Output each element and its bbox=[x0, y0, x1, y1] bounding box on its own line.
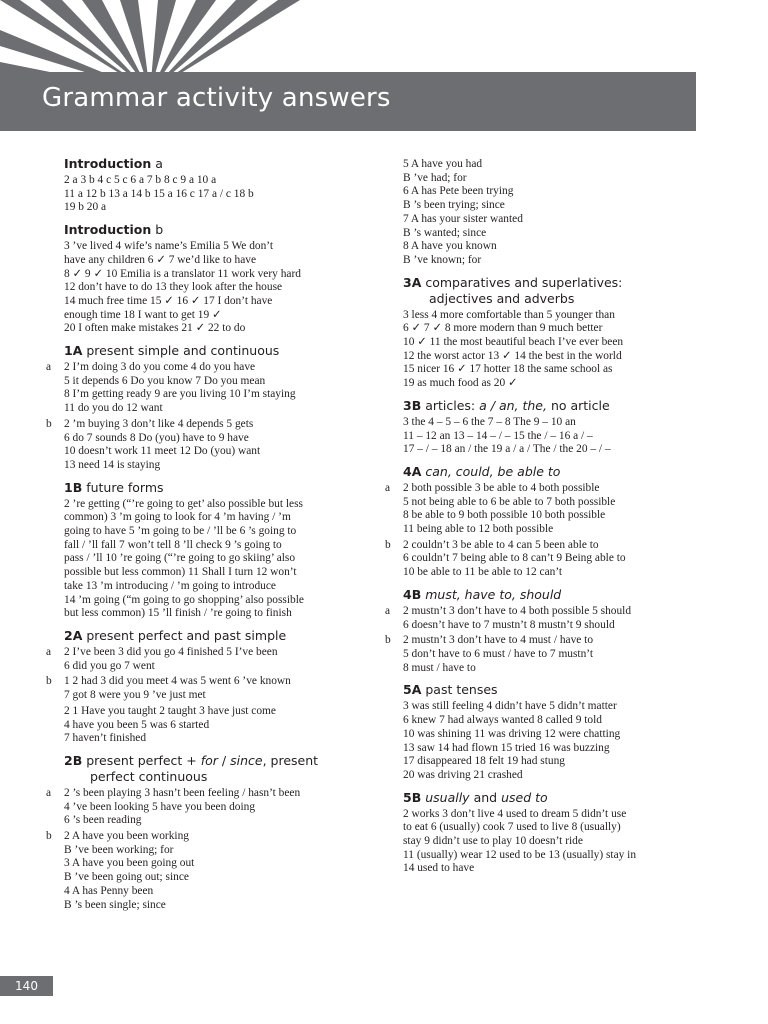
heading-text: 1B bbox=[64, 479, 83, 495]
heading-text: a / an, the, bbox=[479, 397, 547, 413]
answer-part bbox=[385, 634, 703, 675]
answer-part bbox=[46, 417, 364, 473]
answer-section bbox=[385, 586, 703, 676]
page-number: 140 bbox=[15, 979, 38, 993]
answer-text: 2 A have you been working B ’ve been working; for 3 A have you been going out B ’ve been going out; since 4 A has Penny been B ’s been single; since bbox=[64, 830, 195, 911]
heading-text: b bbox=[151, 222, 164, 238]
section-heading bbox=[403, 398, 703, 414]
heading-continuation: perfect continuous bbox=[90, 768, 208, 784]
answer-text: 2 ’re getting (“’re going to get’ also possible but less common) 3 ’m going to look for 4 ’m having / ’m going to have 5 ’m going to be / ’ll be 6 ’s going to fall / ’ll fall 7 won’t tell 8 ’ll check 9 ’s going to pass / ’ll 10 ’re going (“’re going to go skiing’ also possible but less common) 11 Shall I turn 12 won’t take 13 ’m introducing / ’m going to introduce 14 ’m going (“m going to go shopping’ also possible but less common) 15 ’ll finish / ’re going to finish bbox=[64, 497, 304, 620]
answer-part bbox=[64, 174, 364, 215]
answer-part bbox=[385, 538, 703, 580]
section-heading bbox=[403, 464, 703, 480]
heading-text: 4B bbox=[403, 586, 422, 602]
heading-text: 5B bbox=[403, 789, 422, 805]
answer-text: 2 couldn’t 3 be able to 4 can 5 been able to 6 couldn’t 7 being able to 8 can’t 9 Being able to 10 be able to 11 be able to 12 can’t bbox=[403, 538, 626, 579]
answer-part bbox=[46, 645, 364, 673]
heading-text: 3B bbox=[403, 397, 422, 413]
answer-section bbox=[46, 627, 364, 746]
heading-text: / bbox=[217, 752, 231, 768]
section-heading bbox=[403, 275, 703, 307]
answer-text: 2 a 3 b 4 c 5 c 6 a 7 b 8 c 9 a 10 a 11 a 12 b 13 a 14 b 15 a 16 c 17 a / c 18 b 19 b 20 a bbox=[64, 174, 254, 214]
part-letter: b bbox=[385, 538, 391, 551]
answer-text: 2 I’m doing 3 do you come 4 do you have 5 it depends 6 Do you know 7 Do you mean 8 I’m getting ready 9 are you living 10 I’m staying 11 do you do 12 want bbox=[64, 361, 296, 415]
heading-text: 2A bbox=[64, 627, 83, 643]
part-letter: a bbox=[46, 361, 52, 374]
answer-part bbox=[46, 786, 364, 828]
heading-text: present perfect and past simple bbox=[82, 627, 287, 643]
section-heading bbox=[64, 753, 364, 785]
answer-part bbox=[46, 675, 364, 702]
heading-continuation: adjectives and adverbs bbox=[429, 290, 575, 306]
answer-part bbox=[64, 498, 364, 621]
heading-text: a bbox=[151, 156, 163, 171]
answer-section bbox=[385, 463, 703, 580]
part-letter: a bbox=[385, 481, 391, 494]
part-letter: b bbox=[46, 417, 52, 430]
answer-text: 3 was still feeling 4 didn’t have 5 didn’t matter 6 knew 7 had always wanted 8 called 9 told 10 was shining 11 was driving 12 were chatting 13 saw 14 had flown 15 tried 16 was buzzing 17 disappeared 18 felt 19 had stung 20 was driving 21 crashed bbox=[403, 700, 621, 781]
part-letter: b bbox=[46, 675, 52, 688]
heading-text: usually bbox=[425, 789, 470, 805]
answers-column-left bbox=[46, 156, 364, 912]
answer-section bbox=[403, 790, 703, 877]
answers-column-right bbox=[385, 156, 703, 876]
heading-text: and bbox=[469, 789, 502, 805]
part-letter: b bbox=[385, 634, 391, 647]
heading-text: articles: bbox=[421, 397, 480, 413]
heading-text: present perfect + bbox=[82, 752, 201, 768]
answer-text: 5 A have you had B ’ve had; for 6 A has Pete been trying B ’s been trying; since 7 A has your sister wanted B ’s wanted; since 8 A have you known B ’ve known; for bbox=[403, 158, 523, 266]
heading-text: can, could, be able to bbox=[425, 463, 561, 479]
answer-part bbox=[64, 705, 364, 746]
answer-text: 2 ’s been playing 3 hasn’t been feeling / hasn’t been 4 ’ve been looking 5 have you been doing 6 ’s been reading bbox=[64, 786, 301, 827]
answer-part bbox=[385, 481, 703, 537]
page-title: Grammar activity answers bbox=[42, 83, 391, 113]
answer-text: 1 2 had 3 did you meet 4 was 5 went 6 ’ve known 7 got 8 were you 9 ’ve just met bbox=[64, 675, 291, 702]
answer-part bbox=[64, 240, 364, 336]
answer-text: 3 the 4 – 5 – 6 the 7 – 8 The 9 – 10 an 11 – 12 an 13 – 14 – / – 15 the / – 16 a / – 17 – / – 18 an / the 19 a / a / The / the 20 – / – bbox=[403, 415, 611, 456]
heading-text: , present bbox=[262, 752, 319, 768]
answer-section bbox=[403, 682, 703, 782]
answer-text: 2 mustn’t 3 don’t have to 4 both possible 5 should 6 doesn’t have to 7 mustn’t 8 mustn’t 9 should bbox=[403, 604, 632, 631]
heading-text: comparatives and superlatives: bbox=[421, 274, 623, 290]
section-heading bbox=[64, 480, 364, 496]
answer-text: 2 mustn’t 3 don’t have to 4 must / have to 5 don’t have to 6 must / have to 7 mustn’t 8 must / have to bbox=[403, 634, 594, 674]
answer-section bbox=[64, 222, 364, 336]
answer-text: 2 ’m buying 3 don’t like 4 depends 5 gets 6 do 7 sounds 8 Do (you) have to 9 have 10 doesn’t work 11 meet 12 Do (you) want 13 need 14 is staying bbox=[64, 417, 261, 471]
heading-text: 3A bbox=[403, 274, 422, 290]
answer-section bbox=[64, 156, 364, 215]
part-letter: b bbox=[46, 830, 52, 843]
answer-part bbox=[46, 361, 364, 416]
section-heading bbox=[403, 790, 703, 806]
answer-section bbox=[403, 158, 703, 268]
answer-text: 3 less 4 more comfortable than 5 younger than 6 ✓ 7 ✓ 8 more modern than 9 much better 10 ✓ 11 the most beautiful beach I’ve ever been 12 the worst actor 13 ✓ 14 the best in the world 15 nicer 16 ✓ 17 hotter 18 the same school as 19 as much food as 20 ✓ bbox=[403, 308, 624, 390]
heading-text: no article bbox=[546, 397, 610, 413]
heading-text: future forms bbox=[82, 479, 164, 495]
section-heading bbox=[64, 343, 364, 359]
heading-text: since bbox=[230, 752, 263, 768]
heading-text: past tenses bbox=[421, 682, 498, 698]
answer-part bbox=[403, 158, 703, 268]
answer-section bbox=[46, 343, 364, 473]
heading-text: 2B bbox=[64, 752, 83, 768]
answer-text: 2 1 Have you taught 2 taught 3 have just come 4 have you been 5 was 6 started 7 haven’t finished bbox=[64, 704, 276, 745]
section-heading bbox=[64, 156, 364, 172]
heading-text: 4A bbox=[403, 463, 422, 479]
answer-part bbox=[403, 700, 703, 782]
answer-part bbox=[385, 604, 703, 632]
answer-section bbox=[46, 752, 364, 912]
section-heading bbox=[64, 628, 364, 644]
section-heading bbox=[403, 587, 703, 603]
section-heading bbox=[64, 222, 364, 238]
answer-part bbox=[46, 830, 364, 912]
answer-part bbox=[403, 416, 703, 457]
part-letter: a bbox=[385, 604, 391, 617]
heading-text: 1A bbox=[64, 343, 83, 359]
answer-text: 2 both possible 3 be able to 4 both possible 5 not being able to 6 be able to 7 both possible 8 be able to 9 both possible 10 both possible 11 being able to 12 both possible bbox=[403, 481, 616, 536]
section-heading bbox=[403, 682, 703, 698]
answer-section bbox=[403, 275, 703, 391]
heading-text: present simple and continuous bbox=[82, 343, 280, 359]
answer-text: 2 works 3 don’t live 4 used to dream 5 didn’t use to eat 6 (usually) cook 7 used to live 8 (usually) stay 9 didn’t use to play 10 doesn’t ride 11 (usually) wear 12 used to be 13 (usually) stay in 14 used to have bbox=[403, 807, 637, 875]
part-letter: a bbox=[46, 786, 52, 799]
answer-section bbox=[64, 480, 364, 621]
heading-text: Introduction bbox=[64, 222, 152, 238]
answer-text: 3 ’ve lived 4 wife’s name’s Emilia 5 We don’t have any children 6 ✓ 7 we’d like to have 8 ✓ 9 ✓ 10 Emilia is a translator 11 work very hard 12 don’t have to do 13 they look after the house 14 much free time 15 ✓ 16 ✓ 17 I don’t have enough time 18 I want to get 19 ✓ 20 I often make mistakes 21 ✓ 22 to do bbox=[64, 240, 301, 335]
heading-text: used to bbox=[501, 789, 548, 805]
part-letter: a bbox=[46, 645, 52, 658]
answer-part bbox=[403, 808, 703, 877]
answer-part bbox=[403, 309, 703, 391]
answer-section bbox=[403, 398, 703, 457]
heading-text: 5A bbox=[403, 682, 422, 698]
heading-text: must, have to, should bbox=[425, 586, 562, 602]
answer-text: 2 I’ve been 3 did you go 4 finished 5 I’ve been 6 did you go 7 went bbox=[64, 645, 278, 672]
heading-text: for bbox=[200, 752, 218, 768]
heading-text: Introduction bbox=[64, 156, 152, 171]
